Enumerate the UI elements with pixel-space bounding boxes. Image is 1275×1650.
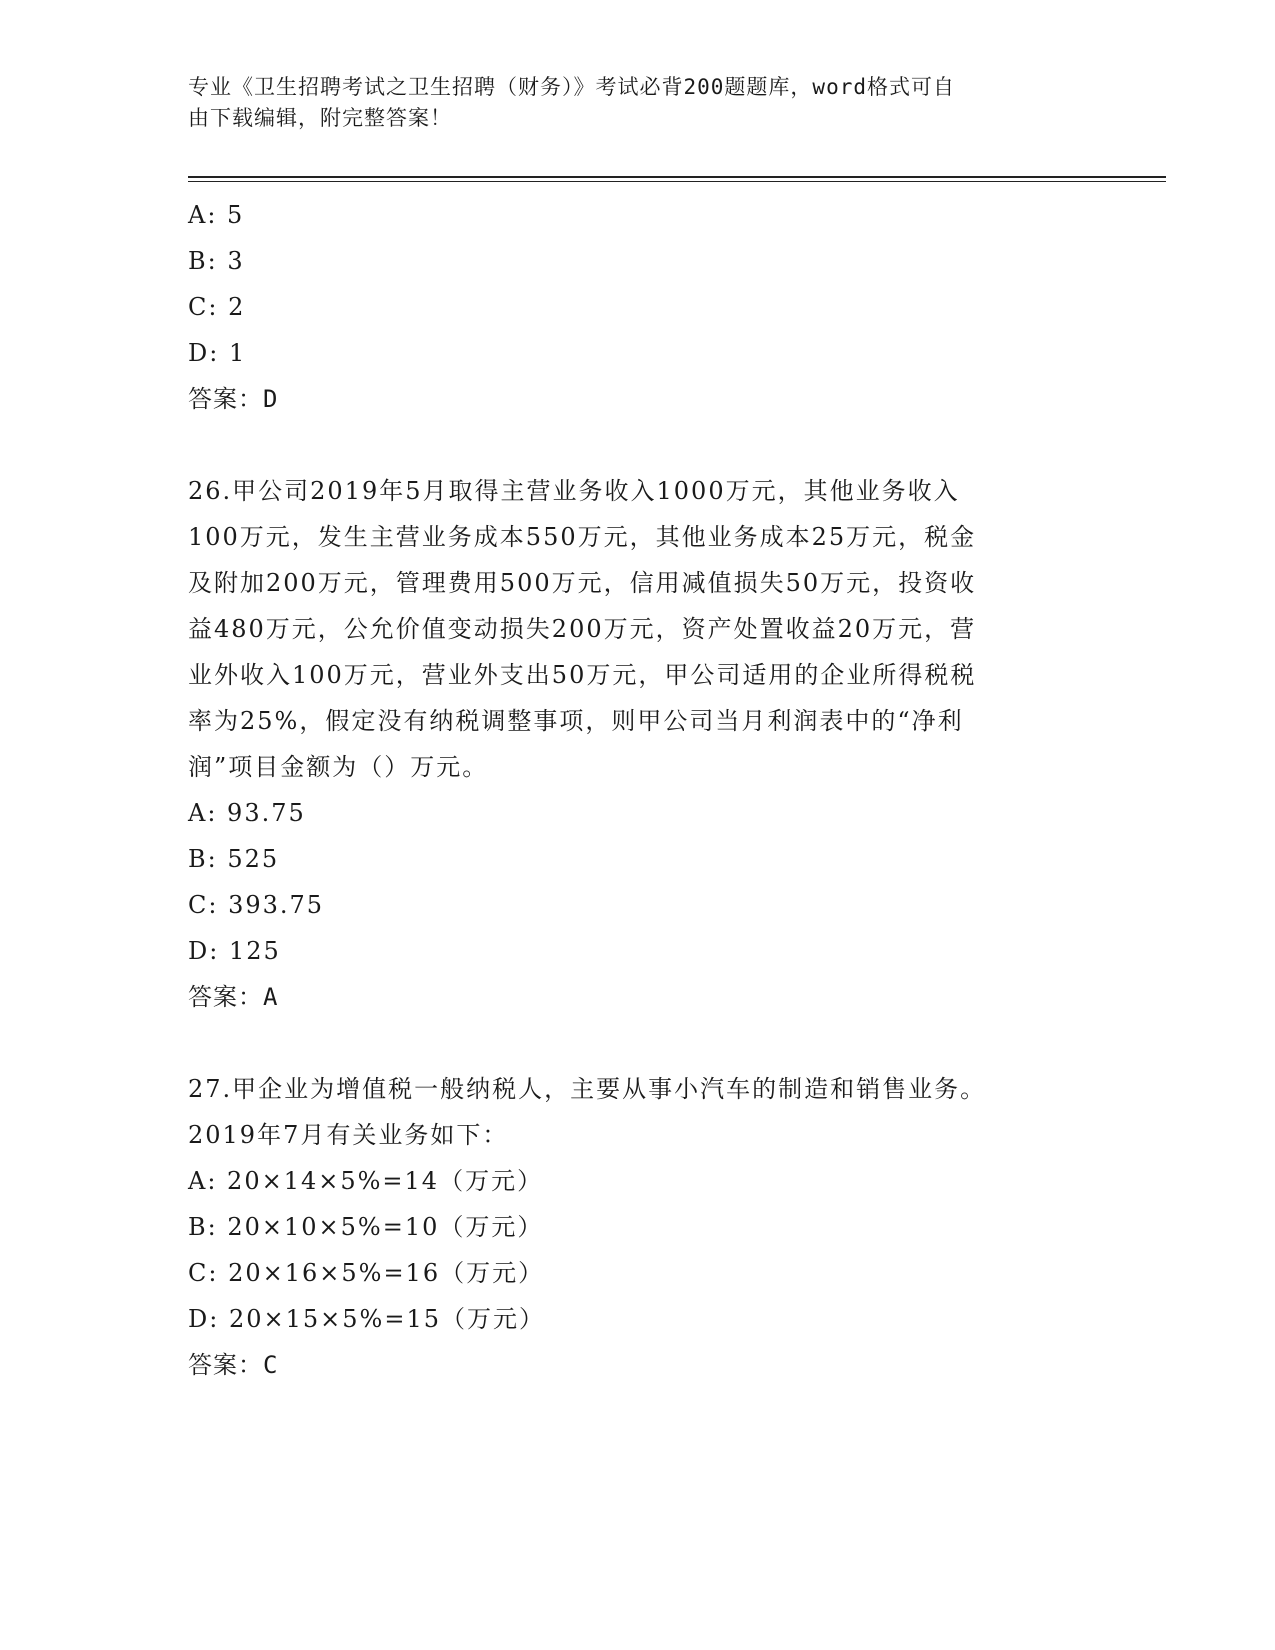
- question-text-line: 及附加200万元，管理费用500万元，信用减值损失50万元，投资收: [188, 569, 977, 597]
- question-25: [188, 192, 1088, 422]
- document-body: [188, 192, 1088, 1388]
- question-26: [188, 468, 1088, 1020]
- option-c: C: 393.75: [188, 891, 325, 919]
- option-d: D: 125: [188, 937, 281, 965]
- document-header: [188, 72, 1078, 134]
- answer-line: 答案：A: [188, 983, 279, 1011]
- header-rule-thin: [188, 181, 1166, 182]
- option-b: B: 20×10×5%=10（万元）: [188, 1213, 544, 1241]
- question-text-line: 益480万元，公允价值变动损失200万元，资产处置收益20万元，营: [188, 615, 977, 643]
- spacer: [188, 1020, 1088, 1066]
- question-text-line: 100万元，发生主营业务成本550万元，其他业务成本25万元，税金: [188, 523, 977, 551]
- header-rule-thick: [188, 176, 1166, 178]
- option-b: B: 3: [188, 247, 245, 275]
- answer-line: 答案：D: [188, 385, 279, 413]
- option-a: A: 20×14×5%=14（万元）: [188, 1167, 544, 1195]
- question-text-line: 润”项目金额为（）万元。: [188, 753, 489, 781]
- option-c: C: 2: [188, 293, 246, 321]
- option-d: D: 20×15×5%=15（万元）: [188, 1305, 545, 1333]
- option-b: B: 525: [188, 845, 280, 873]
- option-a: A: 5: [188, 201, 245, 229]
- question-27: [188, 1066, 1088, 1388]
- answer-line: 答案：C: [188, 1351, 279, 1379]
- header-line-2: 由下载编辑，附完整答案！: [188, 106, 452, 130]
- question-text-line: 率为25%，假定没有纳税调整事项，则甲公司当月利润表中的“净利: [188, 707, 964, 735]
- option-a: A: 93.75: [188, 799, 306, 827]
- question-text-line: 26.甲公司2019年5月取得主营业务收入1000万元，其他业务收入: [188, 477, 960, 505]
- option-c: C: 20×16×5%=16（万元）: [188, 1259, 545, 1287]
- header-line-1: 专业《卫生招聘考试之卫生招聘（财务）》考试必背200题题库，word格式可自: [188, 75, 955, 99]
- question-text-line: 业外收入100万元，营业外支出50万元，甲公司适用的企业所得税税: [188, 661, 977, 689]
- option-d: D: 1: [188, 339, 247, 367]
- question-text-line: 27.甲企业为增值税一般纳税人，主要从事小汽车的制造和销售业务。: [188, 1075, 987, 1103]
- spacer: [188, 422, 1088, 468]
- question-text-line: 2019年7月有关业务如下：: [188, 1121, 509, 1149]
